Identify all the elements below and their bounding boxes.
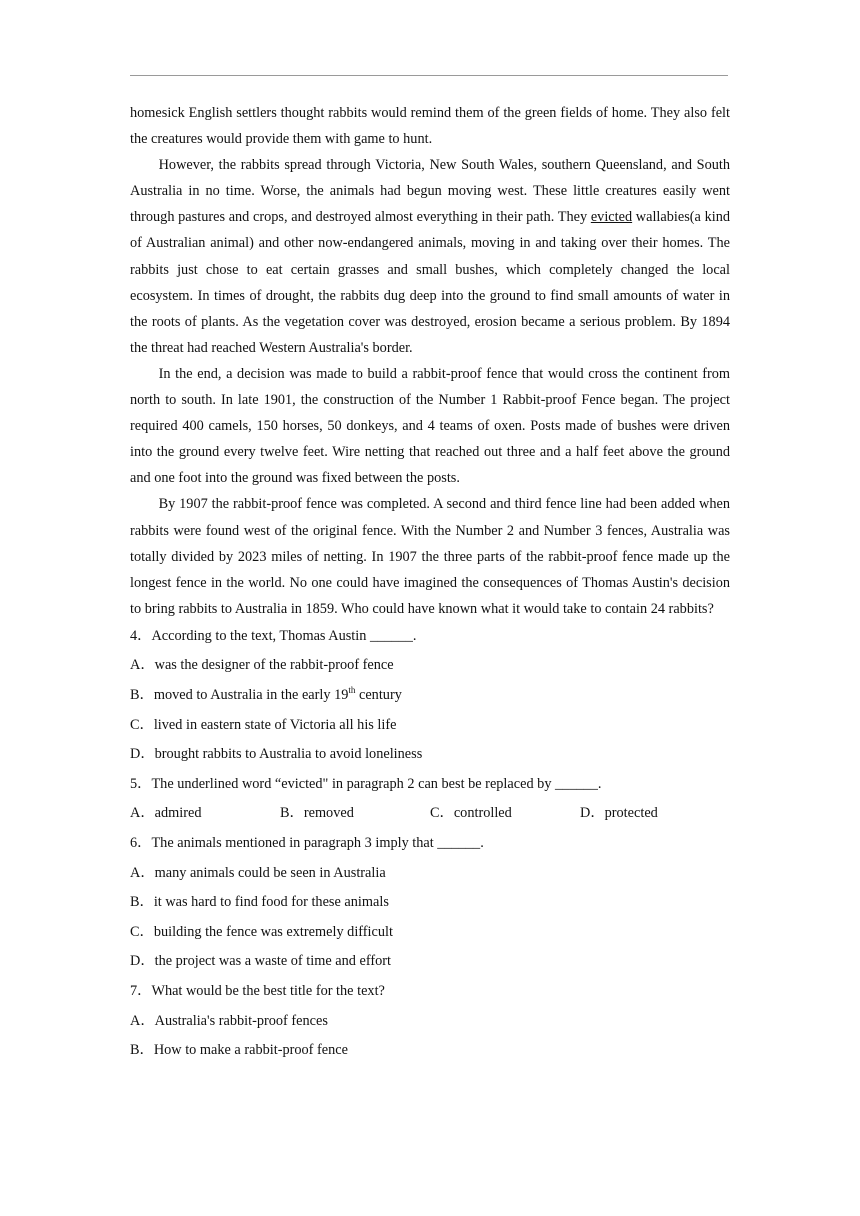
question-6-stem: 6．The animals mentioned in paragraph 3 imply that ______.: [130, 835, 484, 852]
passage-paragraph-2: [130, 152, 730, 361]
document-page: [130, 100, 730, 1066]
question-7-option-a: A．Australia's rabbit-proof fences: [130, 1012, 328, 1029]
question-5: [130, 770, 730, 829]
question-6-option-a: A．many animals could be seen in Australia: [130, 864, 386, 881]
question-4-option-a: A．was the designer of the rabbit-proof fence: [130, 657, 394, 674]
question-5-option-b: B．removed: [280, 805, 354, 822]
question-4: [130, 622, 730, 770]
question-5-stem: 5．The underlined word “evicted" in paragraph 2 can best be replaced by ______.: [130, 775, 602, 792]
question-6-option-d: D．the project was a waste of time and effort: [130, 953, 391, 970]
passage-paragraph-3: In the end, a decision was made to build a rabbit-proof fence that would cross the continent from north to south. In late 1901, the construction of the Number 1 Rabbit-proof Fence began. The project required 400 camels, 150 horses, 50 donkeys, and 4 teams of oxen. Posts made of bushes were driven into the ground every twelve feet. Wire netting that reached out three and a half feet above the ground and one foot into the ground was fixed between the posts.: [130, 365, 730, 487]
option-b-text-end: century: [355, 687, 402, 704]
paragraph-2-text-start: However, the rabbits spread through Victoria, New South Wales, southern Queensland, and South Australia in no time. Worse, the animals had begun moving west. These little creatures easily went through pastures and crops, and destroyed almost everything in their path. They: [130, 157, 730, 226]
question-4-stem: 4．According to the text, Thomas Austin ______.: [130, 627, 417, 644]
question-4-option-b: [130, 681, 730, 711]
question-5-options: [130, 799, 730, 829]
question-4-option-c: C．lived in eastern state of Victoria all his life: [130, 716, 397, 733]
option-b-text: B．moved to Australia in the early 19: [130, 687, 349, 704]
passage-paragraph-4: By 1907 the rabbit-proof fence was completed. A second and third fence line had been added when rabbits were found west of the original fence. With the Number 2 and Number 3 fences, Australia was totally divided by 2023 miles of netting. In 1907 the three parts of the rabbit-proof fence made up the longest fence in the world. No one could have imagined the consequences of Thomas Austin's decision to bring rabbits to Australia in 1859. Who could have known what it would take to contain 24 rabbits?: [130, 496, 730, 617]
option-b-superscript: th: [348, 685, 356, 696]
question-6-option-b: B．it was hard to find food for these animals: [130, 894, 389, 911]
question-5-option-a: A．admired: [130, 805, 202, 822]
paragraph-2-text-end: wallabies(a kind of Australian animal) and other now-endangered animals, moving in and taking over their homes. The rabbits just chose to eat certain grasses and small bushes, which completely changed the local ecosystem. In times of drought, the rabbits dug deep into the ground to find small amounts of water in the roots of plants. As the vegetation cover was destroyed, erosion became a serious problem. By 1894 the threat had reached Western Australia's border.: [130, 209, 730, 356]
question-7-stem: 7．What would be the best title for the text?: [130, 983, 385, 999]
passage-paragraph-1: homesick English settlers thought rabbits would remind them of the green fields of home. They also felt the creatures would provide them with game to hunt.: [130, 105, 730, 148]
question-5-option-d: D．protected: [580, 805, 658, 822]
header-rule: [130, 75, 728, 76]
question-7: [130, 977, 730, 1066]
question-6-option-c: C．building the fence was extremely difficult: [130, 923, 393, 940]
question-4-option-d: D．brought rabbits to Australia to avoid loneliness: [130, 746, 423, 763]
question-7-option-b: B．How to make a rabbit-proof fence: [130, 1042, 348, 1059]
question-6: [130, 829, 730, 977]
underlined-word-evicted: evicted: [590, 209, 633, 226]
question-5-option-c: C．controlled: [430, 805, 512, 822]
